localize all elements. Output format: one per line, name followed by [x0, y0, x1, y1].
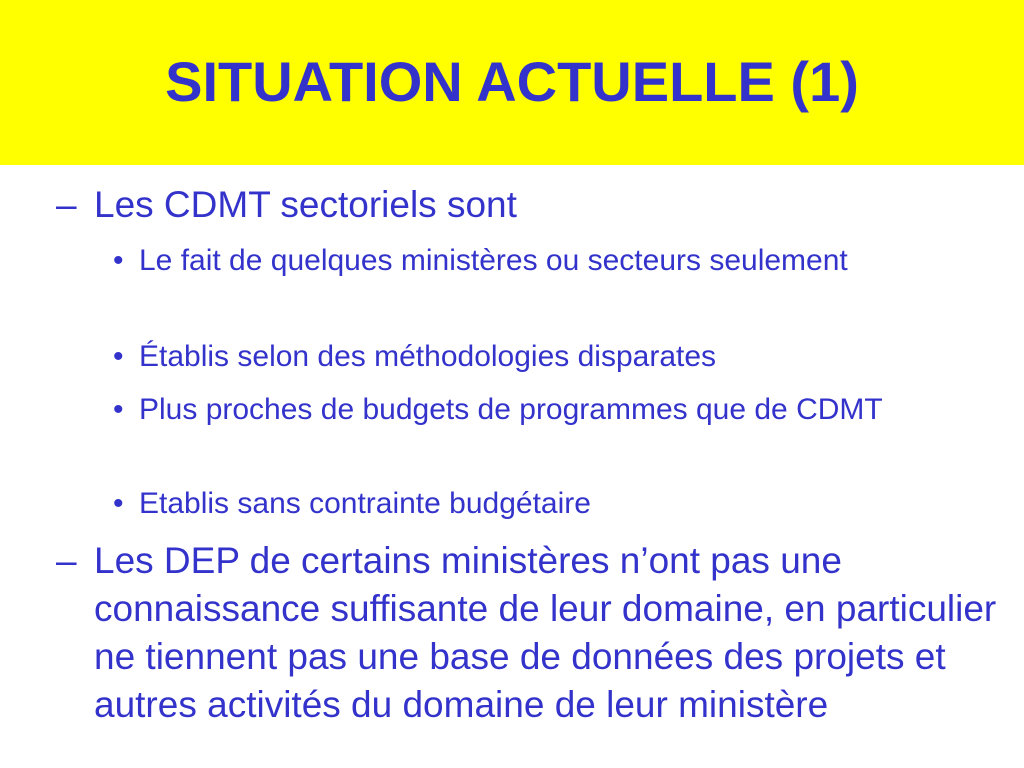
slide-title: SITUATION ACTUELLE (1)	[165, 50, 859, 113]
dash-marker: –	[56, 540, 77, 581]
sub-item-budgets	[113, 390, 1014, 430]
sub-item-text: Etablis sans contrainte budgétaire	[139, 487, 591, 520]
bullet-marker: •	[113, 340, 124, 373]
bullet-marker: •	[113, 487, 124, 520]
list-item-text: Les DEP de certains ministères n’ont pas une connaissance suffisante de leur domaine, en particulier ne tiennent pas une base de données des projets et autres activités du domaine de leur ministère	[94, 540, 997, 725]
bullet-marker: •	[113, 244, 124, 277]
bullet-marker: •	[113, 393, 124, 426]
sub-item-text: Plus proches de budgets de programmes que de CDMT	[139, 393, 883, 426]
sub-item-contrainte	[113, 484, 1014, 524]
sub-item-methodologies	[113, 337, 1014, 377]
dash-marker: –	[56, 184, 77, 225]
list-item-dep	[56, 537, 1019, 729]
sub-item-text: Établis selon des méthodologies disparates	[139, 340, 717, 373]
sub-item-text: Le fait de quelques ministères ou secteurs seulement	[139, 244, 848, 277]
list-item-text: Les CDMT sectoriels sont	[94, 184, 517, 225]
sub-item-ministeres	[113, 241, 909, 281]
list-item-cdmt	[56, 182, 1019, 228]
